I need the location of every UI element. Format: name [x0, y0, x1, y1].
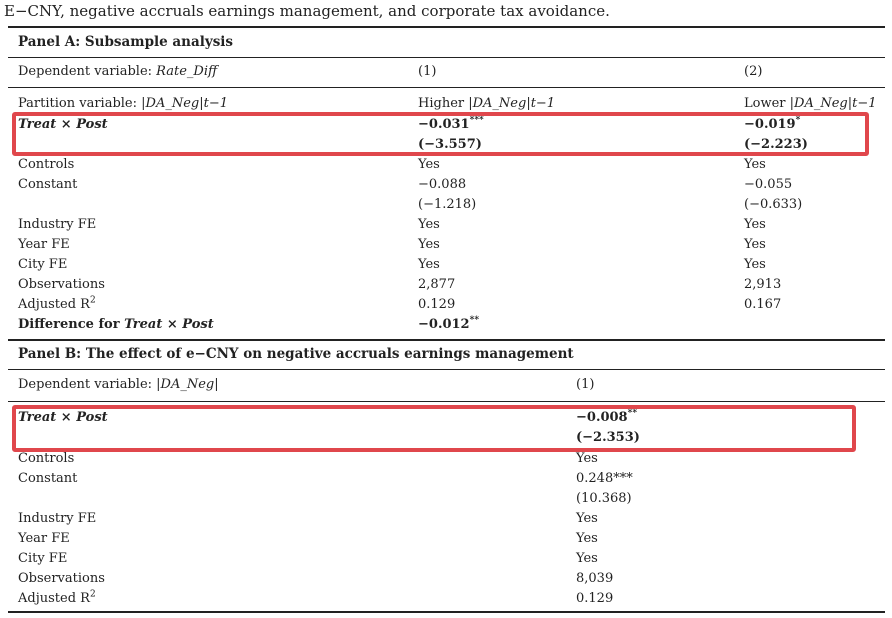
panel-b-title: Panel B: The effect of e−CNY on negative accruals earnings management	[18, 346, 574, 362]
panel-a-treat-coef-1: −0.031***	[418, 115, 484, 132]
table-caption: E−CNY, negative accruals earnings management, and corporate tax avoidance.	[4, 2, 610, 20]
panel-b-header-rule	[8, 401, 885, 402]
table-row-label: Industry FE	[18, 217, 97, 232]
table-row-label: Year FE	[18, 237, 70, 252]
panel-a-treat-post-label: Treat × Post	[18, 117, 108, 132]
partition-lower: Lower |DA_Neg|t−1	[744, 96, 877, 111]
partition-variable-label: Partition variable: |DA_Neg|t−1	[18, 96, 228, 111]
table-cell: 8,039	[576, 571, 614, 586]
panel-b-col1-header: (1)	[576, 377, 595, 392]
table-cell: (10.368)	[576, 491, 632, 506]
bottom-rule	[8, 611, 885, 613]
panel-b-highlight-box	[12, 405, 856, 452]
panel-a-dependent-variable: Dependent variable: Rate_Diff	[18, 64, 218, 79]
panel-b-title-rule	[8, 369, 885, 370]
table-cell: 0.167	[744, 297, 782, 312]
table-row-label: Year FE	[18, 531, 70, 546]
table-cell: 0.248***	[576, 471, 633, 486]
panel-a-header-rule	[8, 87, 885, 88]
table-row-label: Adjusted $R^2$	[18, 589, 96, 606]
panel-a-col2-header: (2)	[744, 64, 763, 79]
table-row-label: Constant	[18, 471, 78, 486]
table-cell: Yes	[418, 217, 440, 232]
table-cell: Yes	[576, 451, 598, 466]
difference-label: Difference for Treat × Post	[18, 317, 214, 332]
table-cell: −0.055	[744, 177, 793, 192]
panel-a-col1-header: (1)	[418, 64, 437, 79]
table-row-label: Controls	[18, 451, 75, 466]
table-cell: −0.088	[418, 177, 467, 192]
table-cell: Yes	[744, 217, 766, 232]
panel-a-title-rule	[8, 57, 885, 58]
table-cell: Yes	[744, 157, 766, 172]
partition-higher: Higher |DA_Neg|t−1	[418, 96, 556, 111]
table-row-label: Adjusted $R^2$	[18, 295, 96, 312]
table-cell: Yes	[576, 531, 598, 546]
table-cell: Yes	[576, 551, 598, 566]
table-cell: Yes	[418, 157, 440, 172]
table-cell: 2,877	[418, 277, 456, 292]
difference-value: −0.012**	[418, 315, 480, 332]
panel-a-treat-coef-2: −0.019*	[744, 115, 801, 132]
table-cell: Yes	[576, 511, 598, 526]
panel-b-treat-coef: −0.008**	[576, 408, 638, 425]
table-cell: Yes	[418, 257, 440, 272]
table-cell: (−0.633)	[744, 197, 803, 212]
panel-a-treat-tstat-2: (−2.223)	[744, 137, 808, 152]
table-row-label: City FE	[18, 257, 68, 272]
panel-b-top-rule	[8, 339, 885, 341]
table-row-label: Observations	[18, 571, 105, 586]
table-row-label: Observations	[18, 277, 105, 292]
panel-b-treat-tstat: (−2.353)	[576, 430, 640, 445]
table-cell: Yes	[744, 257, 766, 272]
panel-b-dependent-variable: Dependent variable: |DA_Neg|	[18, 377, 219, 392]
table-row-label: Constant	[18, 177, 78, 192]
table-cell: (−1.218)	[418, 197, 477, 212]
table-cell: 2,913	[744, 277, 782, 292]
table-cell: Yes	[418, 237, 440, 252]
top-rule	[8, 26, 885, 28]
panel-a-treat-tstat-1: (−3.557)	[418, 137, 482, 152]
table-cell: 0.129	[576, 591, 614, 606]
panel-a-title: Panel A: Subsample analysis	[18, 34, 234, 50]
table-row-label: City FE	[18, 551, 68, 566]
panel-b-treat-post-label: Treat × Post	[18, 410, 108, 425]
table-row-label: Controls	[18, 157, 75, 172]
table-row-label: Industry FE	[18, 511, 97, 526]
table-cell: 0.129	[418, 297, 456, 312]
table-cell: Yes	[744, 237, 766, 252]
